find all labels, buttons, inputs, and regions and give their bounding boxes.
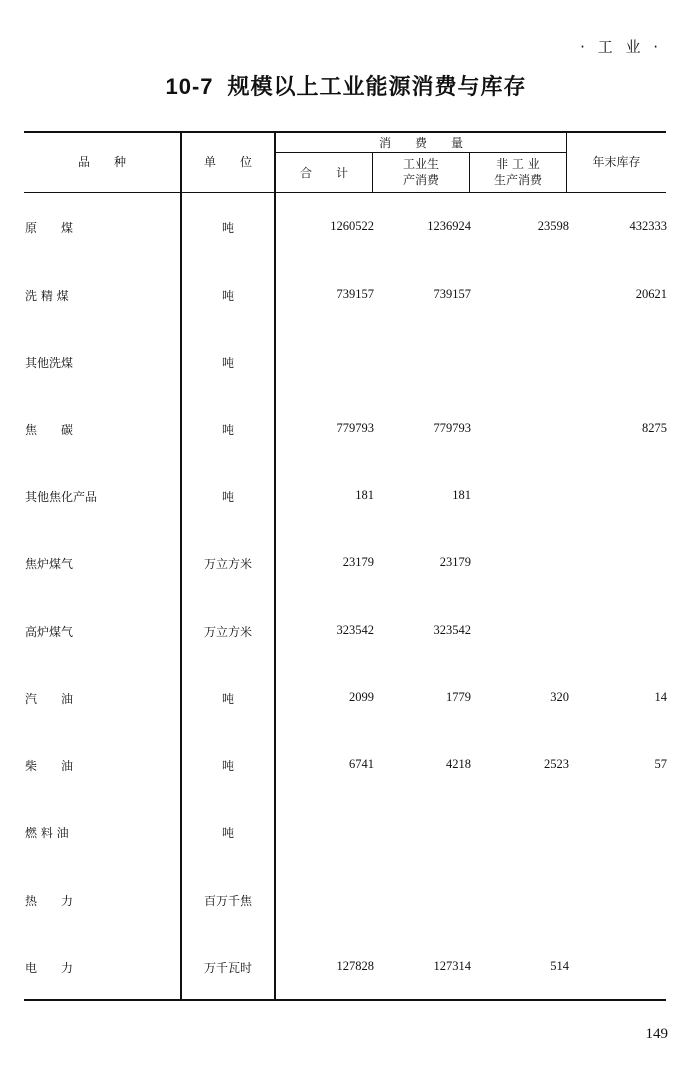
row-nonindustrial: 514	[550, 959, 569, 973]
row-unit: 万千瓦时	[203, 961, 252, 975]
row-unit: 万立方米	[203, 557, 252, 571]
row-industrial: 23179	[439, 555, 471, 569]
header-bottom-rule	[24, 192, 666, 193]
table-row	[0, 892, 692, 912]
row-industrial: 181	[452, 488, 471, 502]
row-unit: 吨	[221, 356, 234, 370]
row-unit: 万立方米	[203, 625, 252, 639]
row-total: 2099	[349, 690, 374, 704]
row-item: 焦 碳	[25, 423, 74, 437]
column-header-unit: 单 位	[203, 155, 252, 169]
row-item: 电 力	[25, 961, 74, 975]
row-nonindustrial: 2523	[544, 757, 569, 771]
column-header-total: 合 计	[299, 166, 348, 180]
page-number: 149	[645, 1026, 668, 1042]
row-industrial: 779793	[433, 421, 471, 435]
industrial-header-line2: 产消费	[402, 173, 439, 187]
row-unit: 吨	[221, 289, 234, 303]
row-stock: 57	[654, 757, 667, 771]
table-title-text: 规模以上工业能源消费与库存	[227, 75, 527, 100]
row-unit: 吨	[221, 490, 234, 504]
nonindustrial-header-line2: 生产消费	[493, 173, 542, 187]
table-number: 10-7	[165, 74, 214, 99]
row-total: 23179	[342, 555, 374, 569]
row-item: 热 力	[25, 894, 74, 908]
row-item: 燃 料 油	[25, 826, 69, 840]
row-item: 焦炉煤气	[25, 557, 74, 571]
section-tag: · 工 业 ·	[580, 38, 662, 56]
table-row	[0, 623, 692, 643]
row-unit: 百万千焦	[203, 894, 252, 908]
row-nonindustrial: 23598	[537, 219, 569, 233]
row-total: 323542	[336, 623, 374, 637]
row-total: 127828	[336, 959, 374, 973]
row-total: 739157	[336, 287, 374, 301]
row-item: 洗 精 煤	[25, 289, 69, 303]
row-industrial: 323542	[433, 623, 471, 637]
table-row	[0, 824, 692, 844]
row-unit: 吨	[221, 826, 234, 840]
table-top-rule	[24, 131, 666, 133]
row-total: 181	[355, 488, 374, 502]
row-stock: 20621	[635, 287, 667, 301]
table-row	[0, 354, 692, 374]
row-item: 其他焦化产品	[25, 490, 98, 504]
industrial-header-line1: 工业生	[402, 157, 439, 171]
row-total: 6741	[349, 757, 374, 771]
row-unit: 吨	[221, 423, 234, 437]
nonindustrial-header-line1: 非 工 业	[496, 157, 540, 171]
table-row	[0, 488, 692, 508]
table-row	[0, 757, 692, 777]
row-stock: 8275	[642, 421, 667, 435]
row-unit: 吨	[221, 221, 234, 235]
row-industrial: 127314	[433, 959, 471, 973]
row-industrial: 4218	[446, 757, 471, 771]
row-total: 779793	[336, 421, 374, 435]
table-row	[0, 555, 692, 575]
table-row	[0, 219, 692, 239]
table-row	[0, 421, 692, 441]
consumption-subheader-rule	[275, 152, 566, 153]
row-total: 1260522	[330, 219, 374, 233]
column-header-nonindustrial	[470, 156, 566, 188]
row-stock: 432333	[629, 219, 667, 233]
row-unit: 吨	[221, 759, 234, 773]
table-row	[0, 287, 692, 307]
row-item: 其他洗煤	[25, 356, 74, 370]
row-stock: 14	[654, 690, 667, 704]
column-header-industrial	[373, 156, 469, 188]
table-row	[0, 690, 692, 710]
row-nonindustrial: 320	[550, 690, 569, 704]
column-header-consumption: 消 费 量	[378, 136, 463, 150]
row-industrial: 1236924	[427, 219, 471, 233]
row-industrial: 1779	[446, 690, 471, 704]
row-item: 原 煤	[25, 221, 74, 235]
row-unit: 吨	[221, 692, 234, 706]
row-industrial: 739157	[433, 287, 471, 301]
row-item: 柴 油	[25, 759, 74, 773]
row-item: 汽 油	[25, 692, 74, 706]
row-item: 高炉煤气	[25, 625, 74, 639]
table-title	[0, 70, 692, 101]
table-bottom-rule	[24, 999, 666, 1001]
column-header-item: 品 种	[77, 155, 126, 169]
table-row	[0, 959, 692, 979]
column-header-stock: 年末库存	[592, 155, 641, 169]
